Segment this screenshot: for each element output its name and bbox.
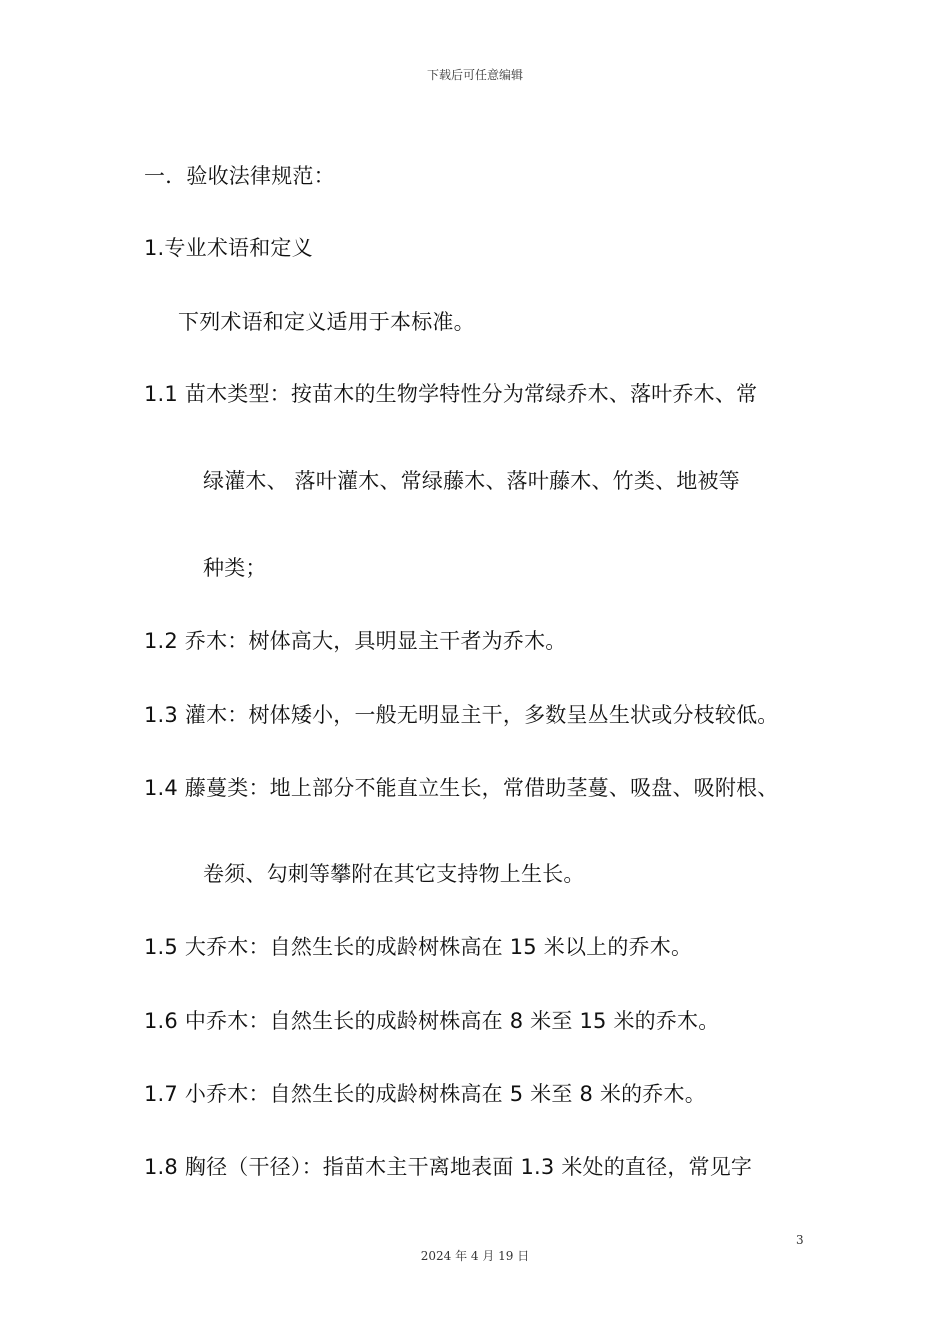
definition-item-continuation: 绿灌木、 落叶灌木、常绿藤木、落叶藤木、竹类、地被等	[203, 469, 740, 493]
definition-item: 1.4 藤蔓类：地上部分不能直立生长，常借助茎蔓、吸盘、吸附根、	[144, 776, 779, 800]
header-note: 下载后可任意编辑	[426, 68, 523, 82]
intro-paragraph: 下列术语和定义适用于本标准。	[178, 310, 475, 334]
page-number: 3	[796, 1233, 804, 1247]
definition-item: 1.2 乔木：树体高大，具明显主干者为乔木。	[144, 629, 567, 653]
definition-item: 1.1 苗木类型：按苗木的生物学特性分为常绿乔木、落叶乔木、常	[144, 382, 758, 406]
definition-item: 1.7 小乔木：自然生长的成龄树株高在 5 米至 8 米的乔木。	[144, 1082, 706, 1106]
definition-item: 1.8 胸径（干径）：指苗木主干离地表面 1.3 米处的直径，常见字	[144, 1155, 753, 1179]
definition-item: 1.5 大乔木：自然生长的成龄树株高在 15 米以上的乔木。	[144, 935, 693, 959]
definition-item-continuation: 卷须、勾刺等攀附在其它支持物上生长。	[203, 862, 585, 886]
definition-item: 1.3 灌木：树体矮小，一般无明显主干，多数呈丛生状或分枝较低。	[144, 703, 779, 727]
definition-item: 1.6 中乔木：自然生长的成龄树株高在 8 米至 15 米的乔木。	[144, 1009, 720, 1033]
section-heading: 一．验收法律规范：	[144, 164, 335, 188]
subsection-heading: 1.专业术语和定义	[144, 236, 313, 260]
definition-item-continuation: 种类；	[203, 556, 267, 580]
footer-date: 2024 年 4 月 19 日	[420, 1249, 530, 1263]
